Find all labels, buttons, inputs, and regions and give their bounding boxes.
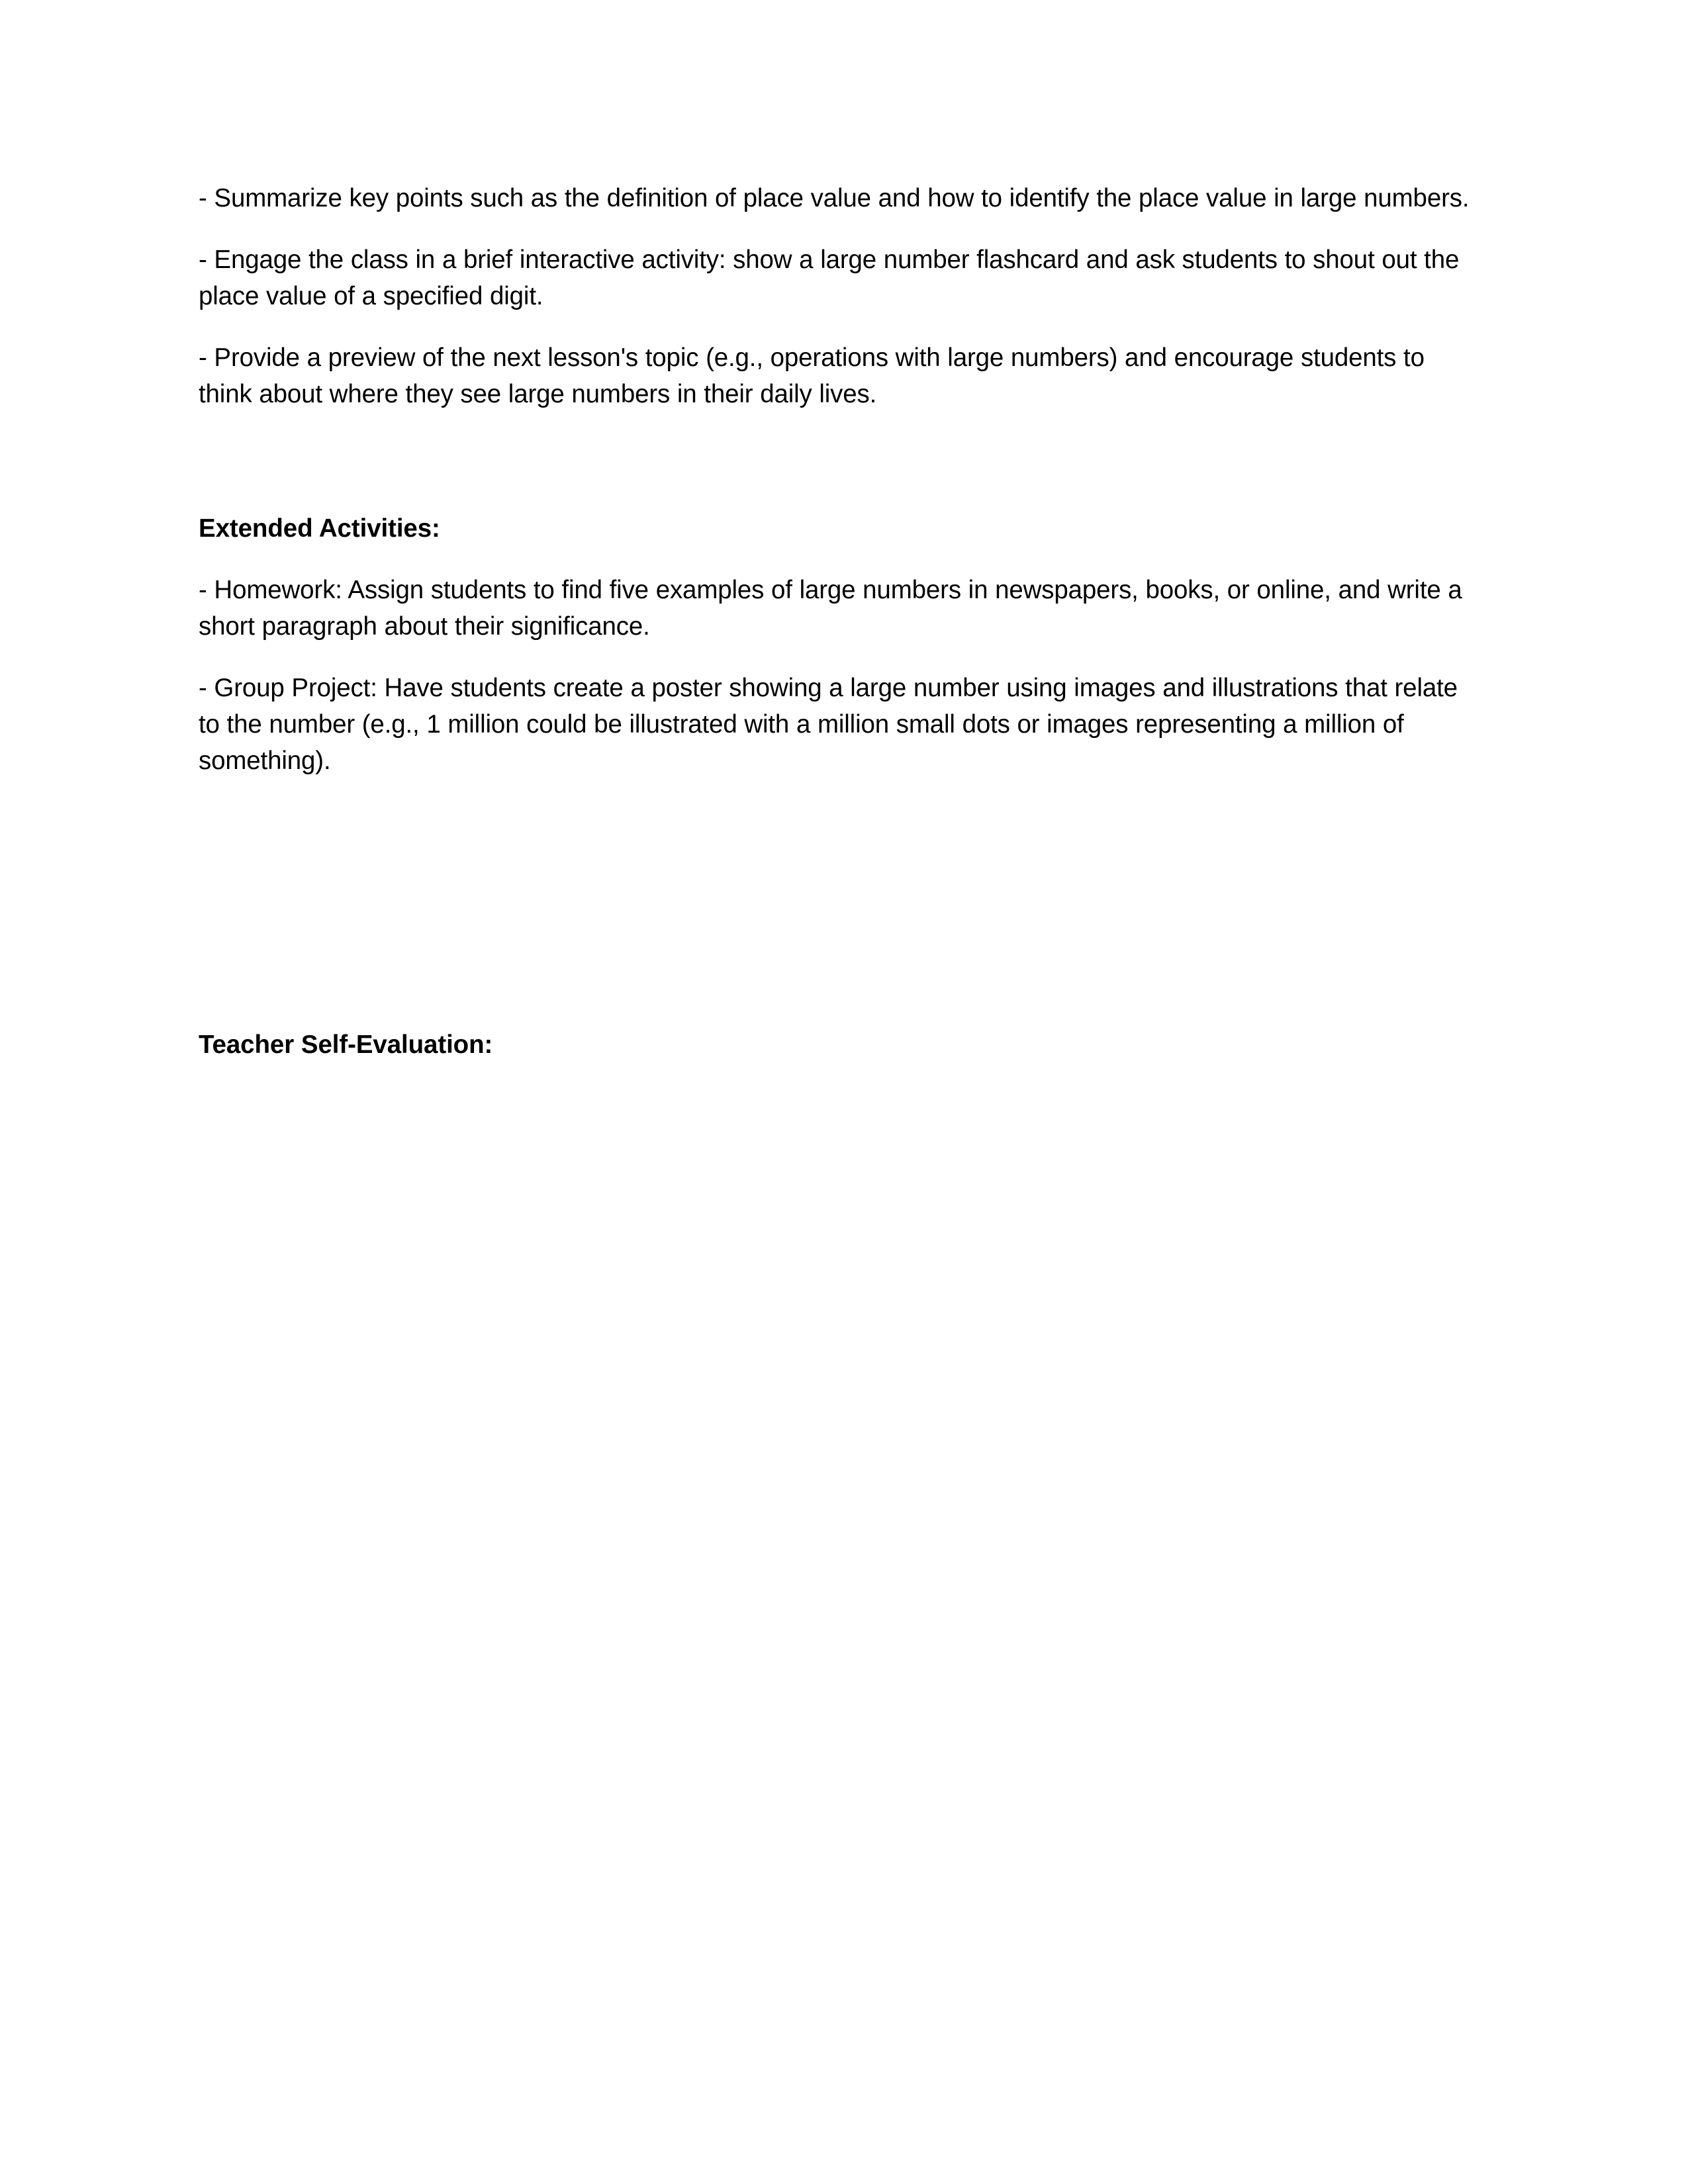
paragraph-group-project-item: - Group Project: Have students create a poster showing a large number using images and illustrations that relate to the number (e.g., 1 million could be illustrated with a million small dots or images representing a million of something). [199, 674, 1458, 775]
heading-extended-activities: Extended Activities: [199, 514, 440, 543]
empty-paragraph-spacer-large-2 [199, 954, 1473, 1026]
empty-paragraph-spacer-large [199, 804, 1473, 954]
paragraph-summarize-key-points: - Summarize key points such as the definition of place value and how to identify the place value in large numbers. [199, 184, 1470, 212]
paragraph-preview-next-lesson: - Provide a preview of the next lesson's topic (e.g., operations with large numbers) and encourage students to think about where they see large numbers in their daily lives. [199, 343, 1425, 408]
empty-paragraph-spacer [199, 437, 1473, 510]
paragraph-homework-item: - Homework: Assign students to find five examples of large numbers in newspapers, books, or online, and write a short paragraph about their significance. [199, 576, 1462, 641]
paragraph-engage-class-activity: - Engage the class in a brief interactive activity: show a large number flashcard and ask students to shout out the place value of a specified digit. [199, 246, 1460, 310]
document-body [199, 180, 1473, 1088]
heading-teacher-self-evaluation: Teacher Self-Evaluation: [199, 1030, 493, 1059]
